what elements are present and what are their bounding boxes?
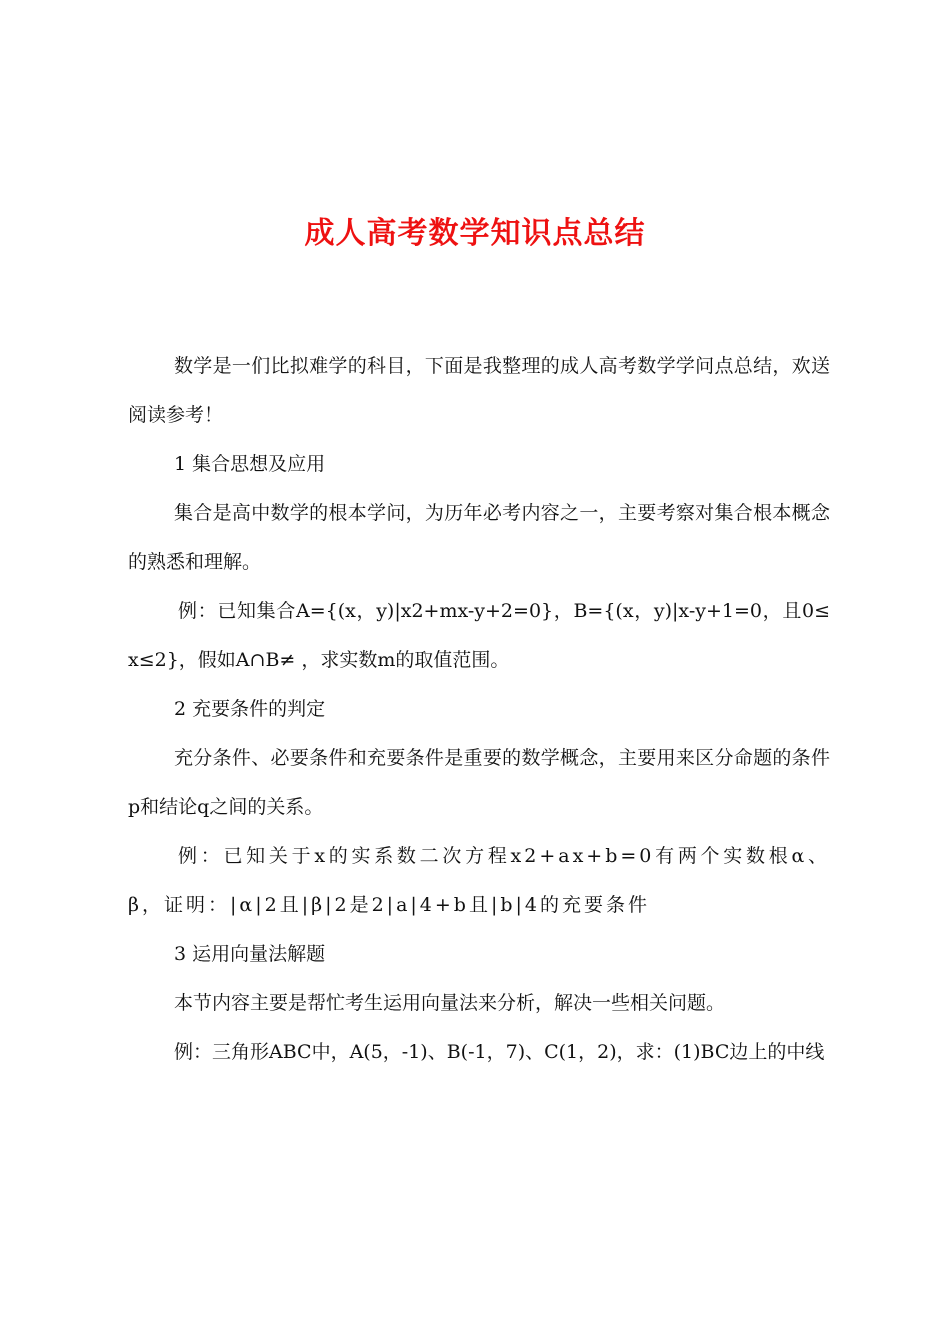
section-heading-1: 1 集合思想及应用 <box>174 453 326 475</box>
section-3-example: 例：三角形ABC中，A(5，-1)、B(-1，7)、C(1，2)，求：(1)BC边上的中线 <box>174 1041 825 1063</box>
document-title: 成人高考数学知识点总结 <box>304 216 646 251</box>
section-2-paragraph: 充分条件、必要条件和充要条件是重要的数学概念，主要用来区分命题的条件p和结论q之间的关系。 <box>128 747 830 818</box>
document-body <box>128 342 830 1077</box>
section-heading-3: 3 运用向量法解题 <box>174 943 326 965</box>
section-2-example: 例：已知关于x的实系数二次方程x2+ax+b=0有两个实数根α、β，证明：|α|2且|β|2是2|a|4+b且|b|4的充要条件 <box>128 845 830 916</box>
section-1-paragraph: 集合是高中数学的根本学问，为历年必考内容之一，主要考察对集合根本概念的熟悉和理解。 <box>128 502 830 573</box>
intro-paragraph: 数学是一们比拟难学的科目，下面是我整理的成人高考数学学问点总结，欢送阅读参考！ <box>128 355 830 426</box>
section-1-example: 例：已知集合A={(x，y)|x2+mx-y+2=0}，B={(x，y)|x-y+1=0，且0≤x≤2}，假如A∩B≠ ，求实数m的取值范围。 <box>128 600 830 671</box>
section-3-paragraph: 本节内容主要是帮忙考生运用向量法来分析，解决一些相关问题。 <box>174 992 726 1014</box>
section-heading-2: 2 充要条件的判定 <box>174 698 326 720</box>
